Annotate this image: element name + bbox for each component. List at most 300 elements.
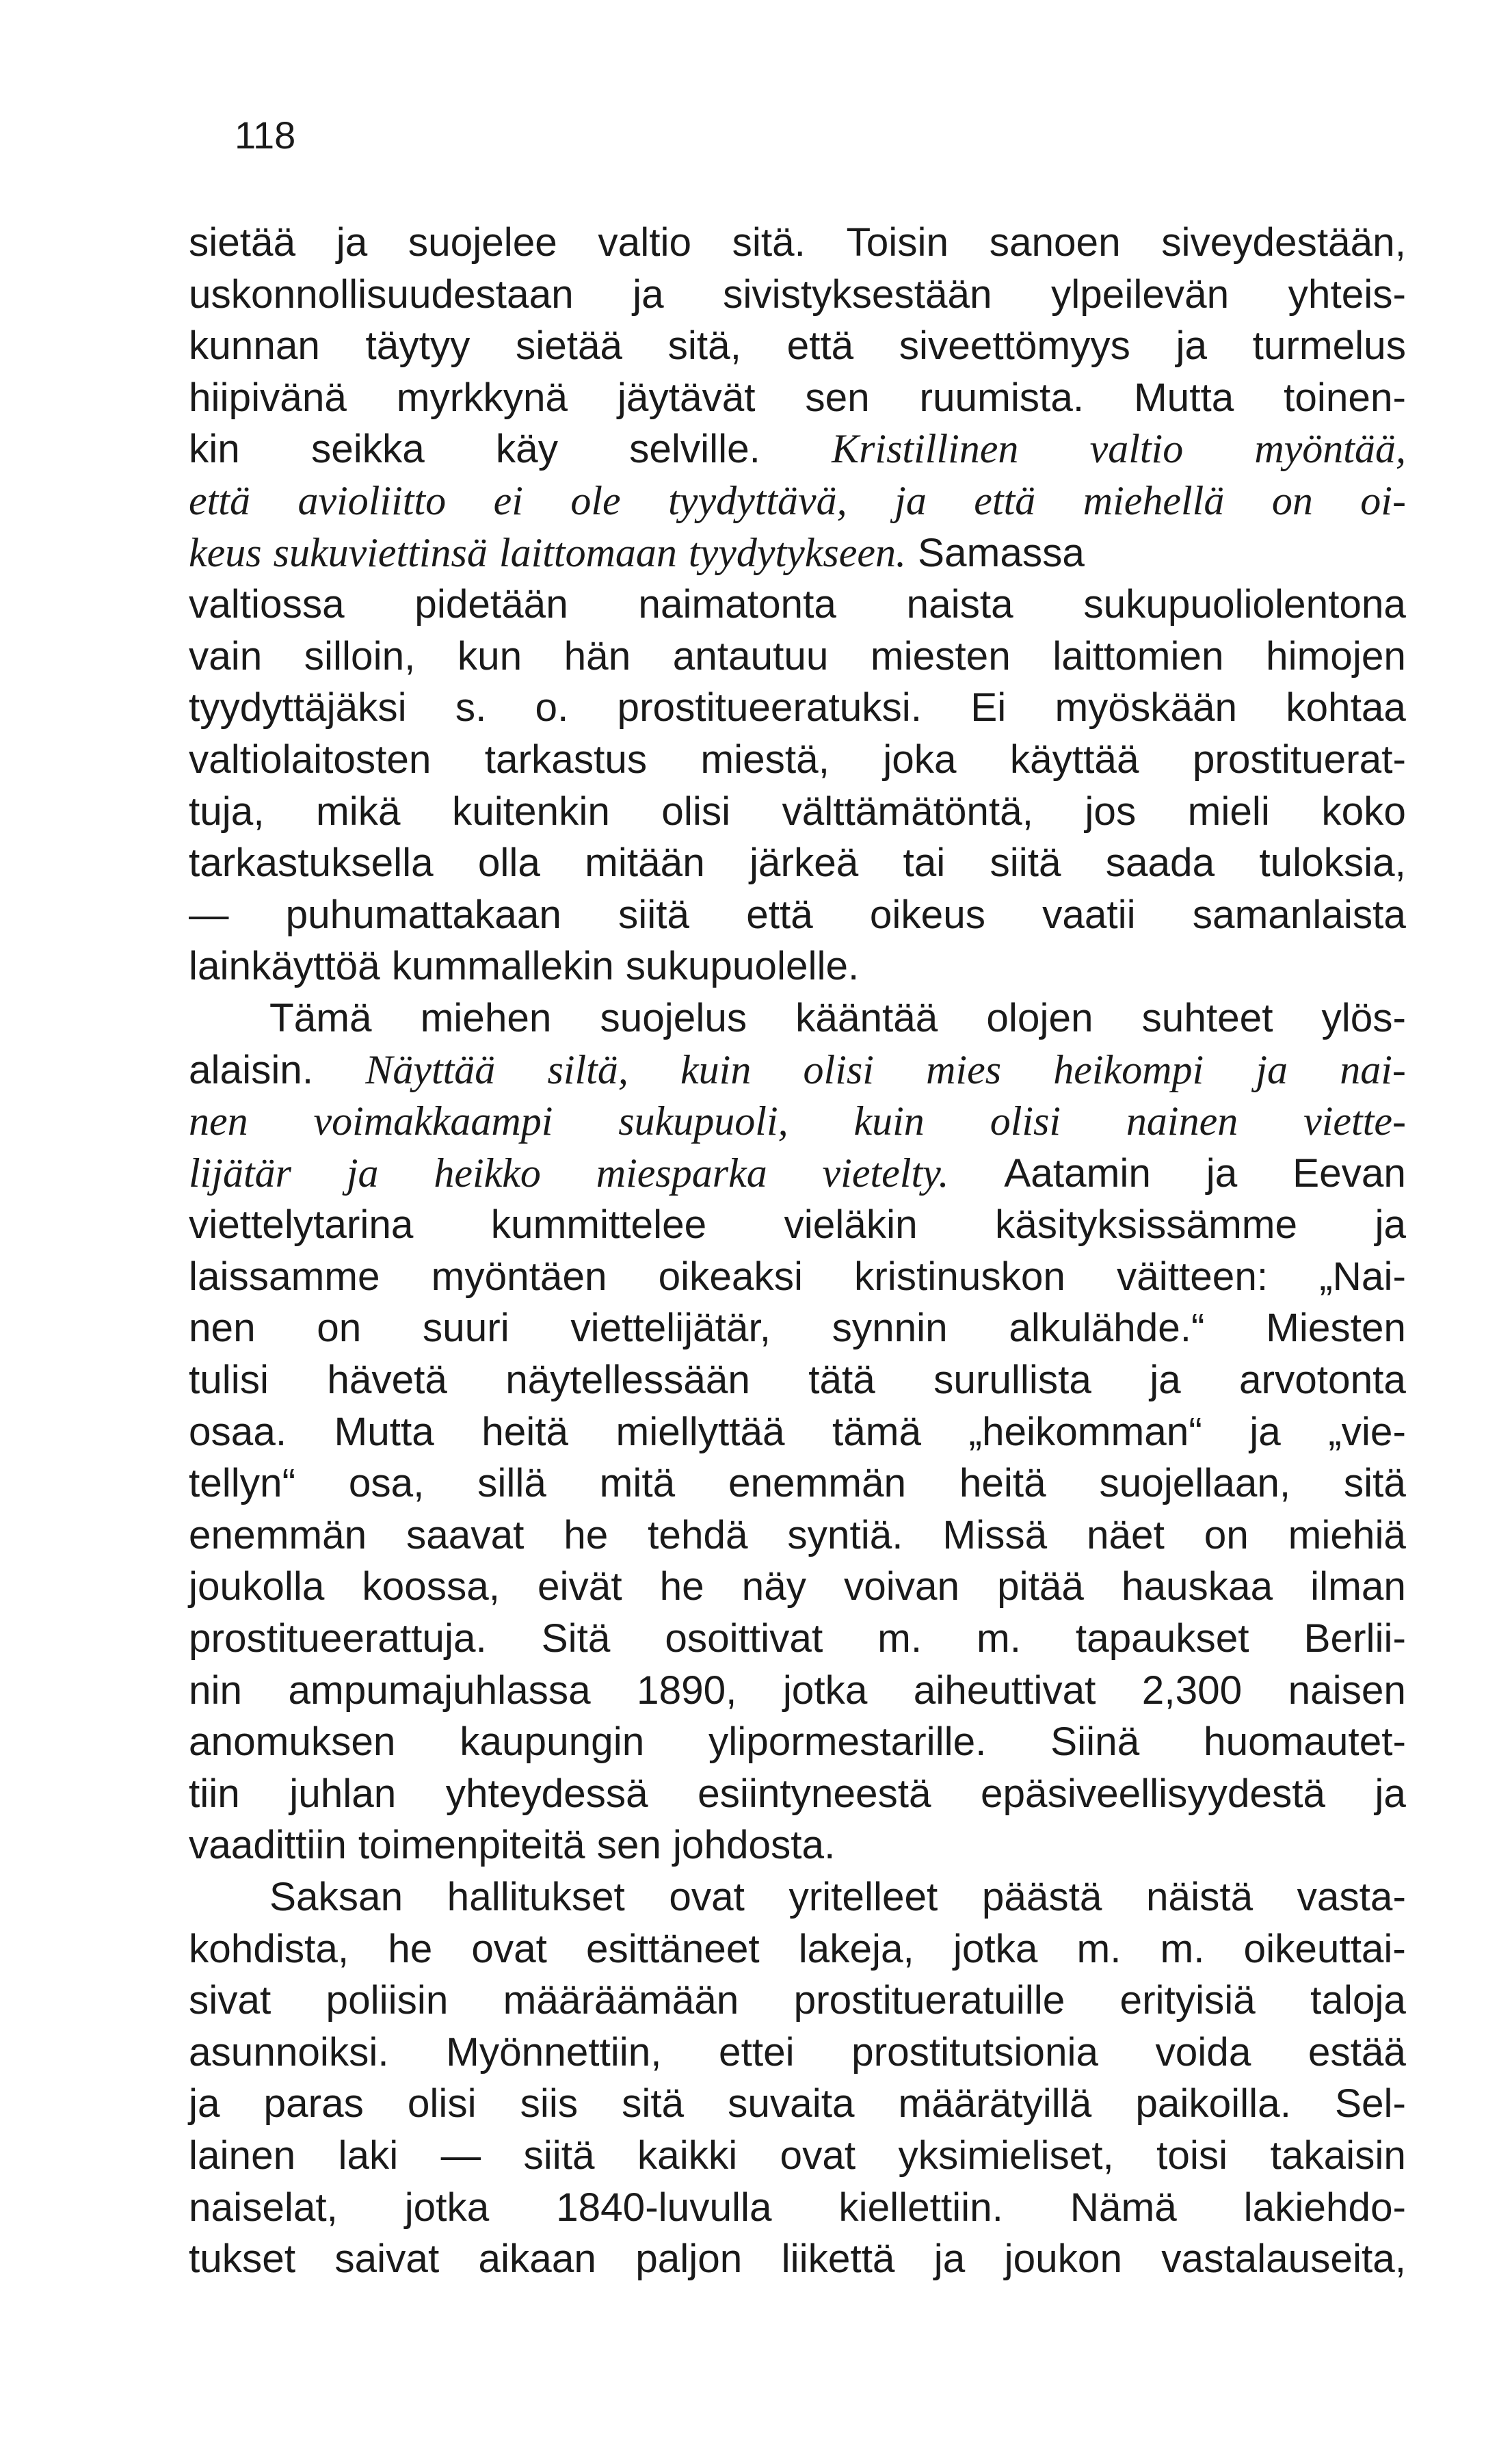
word: ja: [1249, 1409, 1281, 1454]
italic-word: tyydyttävä,: [668, 477, 847, 523]
word: tapaukset: [1075, 1616, 1249, 1661]
word: kun: [457, 633, 522, 679]
word: sitä,: [667, 324, 741, 369]
italic-word: olisi: [803, 1046, 874, 1092]
word: voida: [1155, 2029, 1251, 2075]
word: erityisiä: [1119, 1978, 1256, 2023]
text-line: [189, 1561, 1406, 1613]
word: mitä: [599, 1461, 676, 1506]
text-line: [189, 1148, 1406, 1200]
word: kristinuskon: [854, 1254, 1065, 1299]
word: joka: [883, 737, 957, 782]
word: ja: [933, 2237, 966, 2282]
word: oikeaksi: [658, 1254, 803, 1299]
word: välttämätöntä,: [782, 789, 1033, 834]
word: on: [1204, 1512, 1249, 1557]
word: siis: [520, 2081, 579, 2126]
text-line: [189, 1923, 1406, 1975]
word: puhumattakaan: [285, 892, 561, 937]
word: vieläkin: [784, 1202, 918, 1248]
word: laissamme: [189, 1254, 380, 1299]
word: että: [746, 892, 813, 937]
word: eivät: [538, 1564, 622, 1609]
word: Tämä: [269, 995, 372, 1040]
word: toimenpiteitä: [358, 1823, 585, 1868]
word: prostitueerattuja.: [189, 1616, 487, 1661]
text-line: [189, 1768, 1406, 1820]
text-line: [189, 2027, 1406, 2079]
word: jotka: [782, 1668, 868, 1713]
text-line: [189, 1871, 1406, 1923]
word: lakeja,: [798, 1926, 914, 1971]
word: takaisin: [1270, 2133, 1406, 2178]
word: m.: [976, 1616, 1021, 1661]
text-line: [189, 1302, 1406, 1354]
text-line: [189, 1096, 1406, 1148]
word: prostituerat-: [1192, 737, 1406, 782]
word: ampumajuhlassa: [288, 1668, 591, 1713]
word: yksimieliset,: [898, 2133, 1114, 2178]
italic-word: mies: [926, 1046, 1002, 1092]
word: aiheuttivat: [913, 1668, 1096, 1713]
word: kohtaa: [1286, 685, 1406, 730]
word: ovat: [669, 1875, 745, 1919]
word: nen: [189, 1306, 256, 1351]
word: Nämä: [1070, 2185, 1177, 2230]
word: käyttää: [1009, 737, 1139, 782]
word: joukolla: [189, 1564, 325, 1609]
word: valtiolaitosten: [189, 737, 432, 782]
word: käsityksissämme: [995, 1202, 1298, 1248]
text-line: [189, 320, 1406, 372]
word: täytyy: [365, 324, 470, 369]
word: suhteet: [1141, 995, 1273, 1040]
word: alaisin.: [189, 1047, 314, 1092]
italic-word: ei: [493, 477, 523, 523]
word: hiipivänä: [189, 375, 347, 420]
word: yhteis-: [1288, 272, 1406, 317]
word: näet: [1086, 1512, 1165, 1557]
word: arvotonta: [1239, 1358, 1406, 1403]
word: turmelus: [1252, 324, 1406, 369]
word: Aatamin: [1004, 1150, 1151, 1196]
word: tuloksia,: [1259, 841, 1406, 886]
italic-word: kuin: [853, 1098, 925, 1144]
word: siitä: [618, 892, 690, 937]
word: sukupuolelle.: [625, 944, 860, 989]
italic-word: valtio: [1089, 426, 1184, 472]
word: hallitukset: [447, 1875, 625, 1919]
italic-word: avioliitto: [297, 477, 447, 523]
word: vaadittiin: [189, 1823, 347, 1868]
word: taloja: [1310, 1978, 1406, 2023]
word: Berlii-: [1303, 1616, 1406, 1661]
word: lainen: [189, 2133, 296, 2178]
word: voivan: [843, 1564, 960, 1609]
word: surullista: [933, 1358, 1091, 1403]
word: yritelleet: [788, 1875, 938, 1919]
word: o.: [535, 685, 569, 730]
italic-word: ole: [570, 477, 621, 523]
word: siitä: [523, 2133, 595, 2178]
word: osa,: [348, 1461, 425, 1506]
word: laittomien: [1052, 633, 1224, 679]
text-line: [189, 423, 1406, 475]
italic-word: voimakkaampi: [313, 1098, 553, 1144]
text-line: [189, 527, 1406, 579]
italic-word: viette-: [1303, 1098, 1406, 1144]
text-line: [189, 1819, 1406, 1871]
word: he: [388, 1926, 433, 1971]
word: oikeuttai-: [1243, 1926, 1406, 1971]
word: sillä: [477, 1461, 546, 1506]
word: Missä: [942, 1512, 1048, 1557]
word: he: [563, 1512, 609, 1557]
word: —: [440, 2133, 481, 2178]
text-line: [189, 1458, 1406, 1510]
word: synnin: [832, 1306, 948, 1351]
word: tyydyttäjäksi: [189, 685, 407, 730]
italic-word: miesparka: [596, 1150, 767, 1196]
word: Mutta: [334, 1409, 434, 1454]
word: hän: [563, 633, 631, 679]
word: sietää: [515, 324, 623, 369]
word: „Nai-: [1319, 1254, 1406, 1299]
word: antautuu: [672, 633, 829, 679]
word: suvaita: [728, 2081, 855, 2126]
word: kääntää: [795, 995, 938, 1040]
word: kaikki: [637, 2133, 738, 2178]
word: ja: [1150, 1358, 1181, 1403]
word: sitä: [622, 2081, 685, 2126]
word: huomautet-: [1204, 1720, 1406, 1765]
word: suuri: [422, 1306, 509, 1351]
word: asunnoiksi.: [189, 2029, 389, 2075]
word: toisi: [1156, 2133, 1228, 2178]
word: juhlan: [289, 1771, 397, 1816]
word: tämä: [832, 1409, 922, 1454]
italic-word: Näyttää: [365, 1046, 496, 1092]
word: sietää: [189, 220, 296, 265]
word: alkulähde.“: [1009, 1306, 1205, 1351]
word: tarkastuksella: [189, 841, 434, 886]
word: mieli: [1187, 789, 1270, 834]
italic-word: lijätär: [189, 1150, 292, 1196]
word: poliisin: [326, 1978, 449, 2023]
word: —: [189, 892, 229, 937]
word: Ei: [970, 685, 1007, 730]
word: Saksan: [269, 1875, 403, 1919]
word: ja: [189, 2081, 220, 2126]
text-line: [189, 2233, 1406, 2285]
word: lakiehdo-: [1243, 2185, 1406, 2230]
word: ylös-: [1321, 995, 1406, 1040]
word: prostitueeratuksi.: [617, 685, 922, 730]
word: miellyttää: [615, 1409, 785, 1454]
word: ja: [1176, 324, 1208, 369]
word: valtio: [598, 220, 691, 265]
word: ja: [1375, 1202, 1406, 1248]
word: Sel-: [1334, 2081, 1406, 2126]
word: esiintyneestä: [698, 1771, 931, 1816]
word: näistä: [1146, 1875, 1254, 1919]
word: näy: [741, 1564, 806, 1609]
word: jos: [1085, 789, 1137, 834]
word: järkeä: [749, 841, 859, 886]
word: vain: [189, 633, 263, 679]
word: enemmän: [189, 1512, 367, 1557]
italic-word: heikko: [434, 1150, 541, 1196]
text-line: [189, 889, 1406, 941]
word: pidetään: [414, 582, 568, 627]
word: miesten: [870, 633, 1011, 679]
word: tätä: [808, 1358, 875, 1403]
text-line: [189, 940, 1406, 992]
word: lainkäyttöä: [189, 944, 380, 989]
text-line: [189, 1716, 1406, 1768]
word: laki: [338, 2133, 399, 2178]
word: tehdä: [648, 1512, 748, 1557]
word: ja: [1375, 1771, 1406, 1816]
italic-word: tyydytykseen.: [688, 529, 907, 575]
text-line: [189, 1044, 1406, 1096]
word: Eevan: [1292, 1150, 1406, 1196]
italic-word: miehellä: [1083, 477, 1225, 523]
word: Mutta: [1133, 375, 1234, 420]
word: tarkastus: [484, 737, 648, 782]
word: osaa.: [189, 1409, 287, 1454]
italic-word: vietelty.: [822, 1150, 949, 1196]
italic-word: oi-: [1360, 477, 1406, 523]
text-line: [189, 2078, 1406, 2130]
word: ylipormestarille.: [708, 1720, 987, 1765]
word: mitään: [585, 841, 705, 886]
word: jäytävät: [617, 375, 756, 420]
word: Myönnettiin,: [446, 2029, 662, 2075]
word: ovat: [780, 2133, 856, 2178]
word: anomuksen: [189, 1720, 396, 1765]
word: sitä.: [732, 220, 806, 265]
word: vaatii: [1042, 892, 1136, 937]
text-line: [189, 2130, 1406, 2182]
word: himojen: [1266, 633, 1406, 679]
word: aikaan: [478, 2237, 596, 2282]
text-line: [189, 1975, 1406, 2027]
word: liikettä: [781, 2237, 895, 2282]
word: kuitenkin: [451, 789, 610, 834]
word: pitää: [997, 1564, 1084, 1609]
text-line: [189, 1510, 1406, 1562]
word: enemmän: [728, 1461, 907, 1506]
word: naista: [906, 582, 1013, 627]
word: kummallekin: [391, 944, 614, 989]
word: sukupuoliolentona: [1083, 582, 1406, 627]
word: esittäneet: [585, 1926, 760, 1971]
text-line: [189, 1613, 1406, 1665]
word: siveettömyys: [899, 324, 1130, 369]
word: prostitutsionia: [851, 2029, 1099, 2075]
word: että: [786, 324, 854, 369]
word: hävetä: [327, 1358, 447, 1403]
word: seikka: [310, 427, 425, 472]
word: siitä: [990, 841, 1061, 886]
text-line: [189, 837, 1406, 889]
word: kohdista,: [189, 1926, 349, 1971]
italic-word: laittomaan: [499, 529, 677, 575]
italic-word: heikompi: [1053, 1046, 1204, 1092]
word: määräämään: [503, 1978, 739, 2023]
word: Samassa: [918, 530, 1085, 575]
word: sen: [596, 1823, 661, 1868]
word: vasta-: [1297, 1875, 1406, 1919]
word: jotka: [953, 1926, 1038, 1971]
word: paikoilla.: [1135, 2081, 1291, 2126]
word: kummittelee: [490, 1202, 707, 1248]
word: paljon: [635, 2237, 743, 2282]
text-line: [189, 992, 1406, 1044]
word: saavat: [406, 1512, 525, 1557]
word: jotka: [404, 2185, 490, 2230]
italic-word: keus: [189, 529, 262, 575]
text-line: [189, 682, 1406, 734]
word: tuja,: [189, 789, 265, 834]
word: ja: [336, 220, 368, 265]
text-line: [189, 1199, 1406, 1251]
word: ylpeilevän: [1051, 272, 1230, 317]
word: koossa,: [362, 1564, 500, 1609]
word: väitteen:: [1116, 1254, 1269, 1299]
body-text: [189, 217, 1406, 2285]
word: ja: [1206, 1150, 1238, 1196]
word: kunnan: [189, 324, 320, 369]
italic-word: nai-: [1340, 1046, 1406, 1092]
word: viettelytarina: [189, 1202, 414, 1248]
word: yhteydessä: [445, 1771, 648, 1816]
word: koko: [1321, 789, 1406, 834]
word: johdosta.: [672, 1823, 836, 1868]
text-line: [189, 631, 1406, 683]
word: 1840-luvulla: [556, 2185, 772, 2230]
word: ilman: [1310, 1564, 1406, 1609]
word: m.: [1076, 1926, 1122, 1971]
word: hauskaa: [1121, 1564, 1273, 1609]
word: vastalauseita,: [1161, 2237, 1406, 2282]
word: selville.: [629, 427, 760, 472]
italic-word: nainen: [1126, 1098, 1238, 1144]
text-line: [189, 1406, 1406, 1458]
italic-word: ja: [894, 477, 927, 523]
word: olla: [477, 841, 540, 886]
italic-word: että: [974, 477, 1036, 523]
italic-word: sukupuoli,: [618, 1098, 788, 1144]
word: s.: [455, 685, 487, 730]
italic-word: että: [189, 477, 250, 523]
text-line: [189, 217, 1406, 269]
word: „heikomman“: [968, 1409, 1202, 1454]
word: viettelijätär,: [570, 1306, 771, 1351]
word: naisen: [1288, 1668, 1406, 1713]
word: syntiä.: [787, 1512, 903, 1557]
word: ruumista.: [919, 375, 1085, 420]
text-line: [189, 2182, 1406, 2234]
word: Sitä: [541, 1616, 611, 1661]
italic-word: olisi: [990, 1098, 1061, 1144]
word: kin: [189, 427, 240, 472]
word: olisi: [407, 2081, 477, 2126]
word: saivat: [334, 2237, 440, 2282]
word: epäsiveellisyydestä: [980, 1771, 1325, 1816]
text-line: [189, 579, 1406, 631]
italic-word: ja: [346, 1150, 379, 1196]
word: kiellettiin.: [838, 2185, 1003, 2230]
word: tellyn“: [189, 1461, 296, 1506]
word: 1890,: [637, 1668, 737, 1713]
word: myöskään: [1055, 685, 1238, 730]
word: ja: [633, 272, 664, 317]
word: nin: [189, 1668, 243, 1713]
word: käy: [495, 427, 558, 472]
word: tai: [903, 841, 946, 886]
word: suojellaan,: [1099, 1461, 1291, 1506]
word: sivistyksestään: [723, 272, 992, 317]
word: suojelus: [600, 995, 747, 1040]
word: myöntäen: [431, 1254, 607, 1299]
word: olisi: [661, 789, 731, 834]
word: suojelee: [408, 220, 557, 265]
word: Toisin: [846, 220, 949, 265]
word: samanlaista: [1192, 892, 1406, 937]
word: miehen: [420, 995, 552, 1040]
italic-word: sukuviettinsä: [273, 529, 488, 575]
word: miestä,: [700, 737, 830, 782]
text-line: [189, 1251, 1406, 1303]
word: ettei: [719, 2029, 795, 2075]
word: m.: [877, 1616, 923, 1661]
word: saada: [1105, 841, 1215, 886]
italic-word: on: [1271, 477, 1313, 523]
word: estää: [1308, 2029, 1406, 2075]
word: he: [659, 1564, 704, 1609]
word: paras: [263, 2081, 364, 2126]
italic-word: siltä,: [547, 1046, 628, 1092]
italic-word: Kristillinen: [832, 426, 1019, 472]
word: „vie-: [1328, 1409, 1406, 1454]
word: prostitueratuille: [793, 1978, 1065, 2023]
word: heitä: [481, 1409, 569, 1454]
word: valtiossa: [189, 582, 345, 627]
word: siveydestään,: [1161, 220, 1406, 265]
word: mikä: [316, 789, 401, 834]
word: tiin: [189, 1771, 240, 1816]
text-line: [189, 734, 1406, 786]
word: myrkkynä: [396, 375, 568, 420]
word: oikeus: [869, 892, 985, 937]
word: Miesten: [1266, 1306, 1406, 1351]
word: sivat: [189, 1978, 271, 2023]
page-number: 118: [235, 114, 296, 157]
word: m.: [1160, 1926, 1205, 1971]
text-line: [189, 1354, 1406, 1406]
word: heitä: [959, 1461, 1046, 1506]
word: osoittivat: [665, 1616, 823, 1661]
word: uskonnollisuudestaan: [189, 272, 574, 317]
word: sitä: [1343, 1461, 1406, 1506]
word: miehiä: [1288, 1512, 1406, 1557]
word: tukset: [189, 2237, 296, 2282]
word: sen: [805, 375, 870, 420]
word: naiselat,: [189, 2185, 338, 2230]
text-line: [189, 372, 1406, 424]
